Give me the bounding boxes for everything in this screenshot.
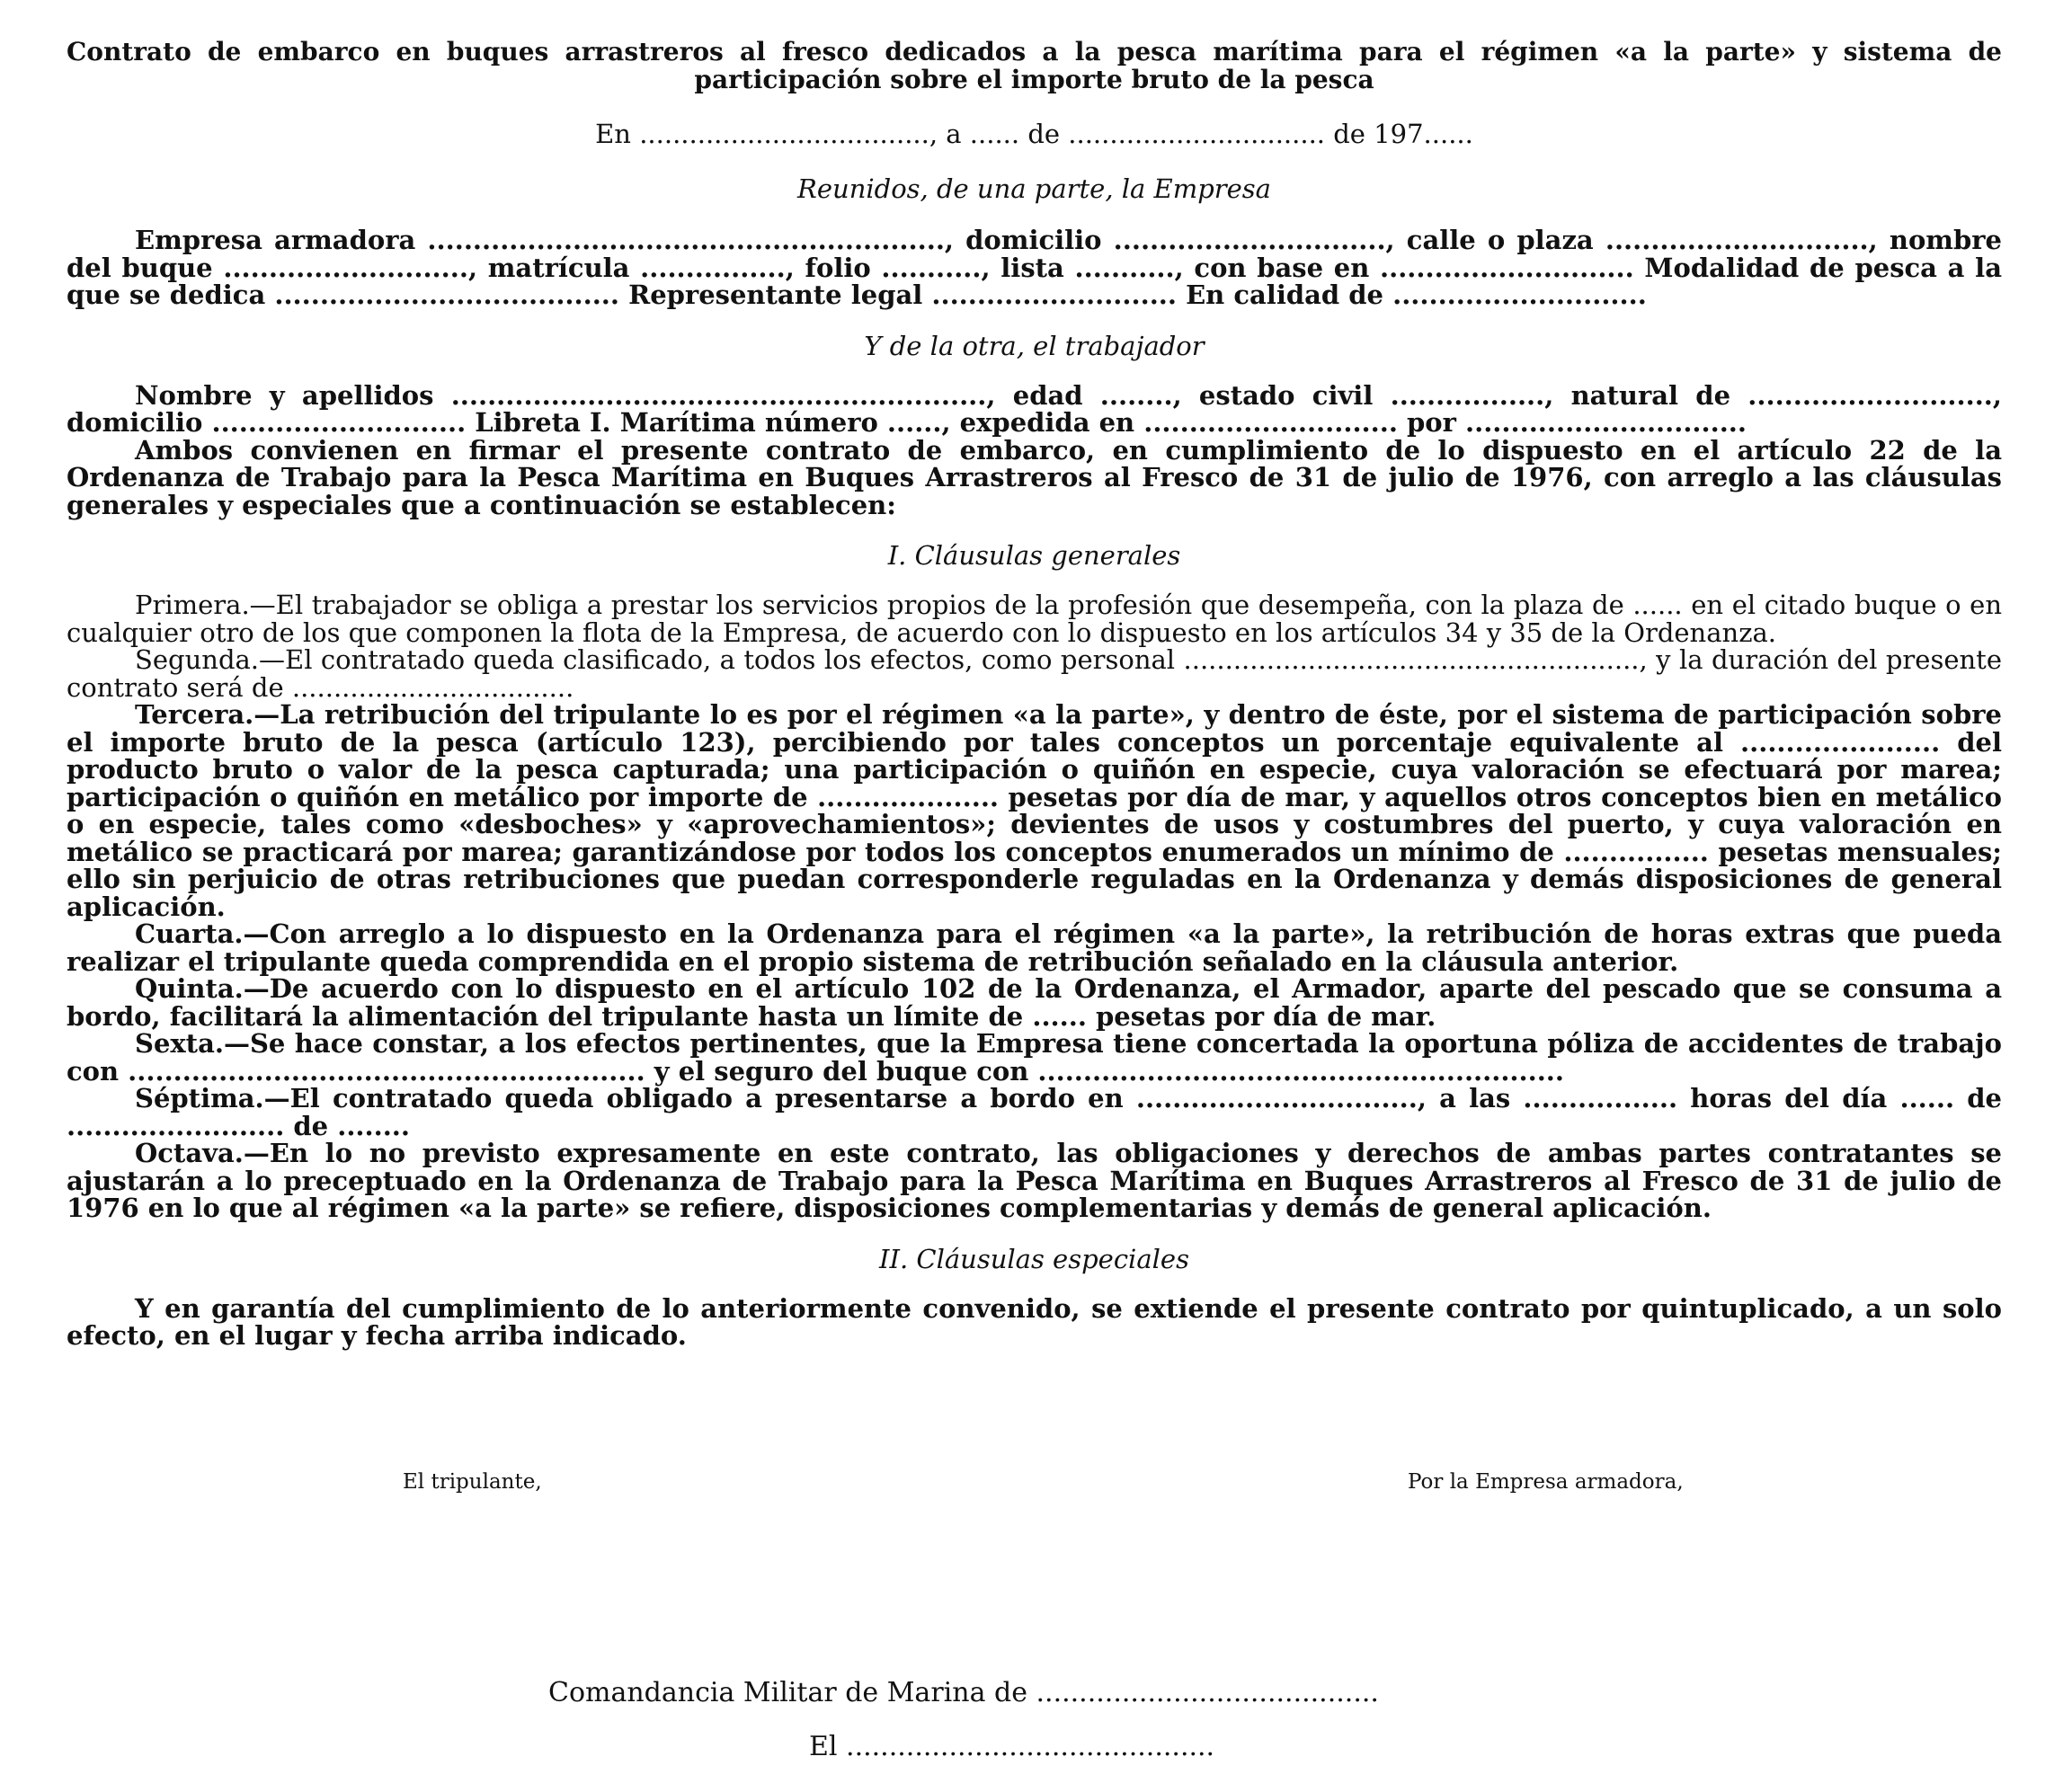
date-place-line: En ..................................., a ...... de ............................... de 197...... <box>595 119 1473 149</box>
footer-comandancia: Comandancia Militar de Marina de ........................................ <box>548 1677 1379 1708</box>
empresa-paragraph: Empresa armadora ........................................................., domicilio .............................., calle o plaza ............................., nombre del buque ..........................., matrícula ................, folio ..........., lista ..........., con base en ............................ Modalidad de pesca a la que se dedica ...................................... Representante legal ........................... En calidad de ............................ <box>67 225 2002 310</box>
clause-octava: Octava.—En lo no previsto expresamente en este contrato, las obligaciones y derechos de ambas partes contratantes se ajustarán a lo preceptuado en la Ordenanza de Trabajo para la Pesca Marítima en Buques Arrastreros al Fresco de 31 de julio de 1976 en lo que al régimen «a la parte» se refiere, disposiciones complementarias y demás de general aplicación. <box>67 1138 2002 1223</box>
heading-empresa: Reunidos, de una parte, la Empresa <box>797 173 1271 204</box>
clause-tercera: Tercera.—La retribución del tripulante lo es por el régimen «a la parte», y dentro de éste, por el sistema de participación sobre el importe bruto de la pesca (artículo 123), percibiendo por tales conceptos un porcentaje equivalente al ...................... del producto bruto o valor de la pesca capturada; una participación o quiñón en especie, cuya valoración se efectuará por marea; participación o quiñón en metálico por importe de .................... pesetas por día de mar, y aquellos otros conceptos bien en metálico o en especie, tales como «desboches» y «aprovechamientos»; devientes de usos y costumbres del puerto, y cuya valoración en metálico se practicará por marea; garantizándose por todos los conceptos enumerados un mínimo de ................ pesetas mensuales; ello sin perjuicio de otras retribuciones que puedan corresponderle reguladas en la Ordenanza y demás disposiciones de general aplicación. <box>67 699 2002 922</box>
heading-trabajador: Y de la otra, el trabajador <box>864 330 1205 361</box>
clause-segunda: Segunda.—El contratado queda clasificado, a todos los efectos, como personal ......................................................., y la duración del presente contrato será de .................................. <box>67 644 2002 703</box>
heading-clausulas-especiales: II. Cláusulas especiales <box>879 1243 1189 1274</box>
clause-septima: Séptima.—El contratado queda obligado a presentarse a bordo en ..............................., a las ................. horas del día ...... de ........................ de ........ <box>67 1083 2002 1141</box>
clause-cuarta: Cuarta.—Con arreglo a lo dispuesto en la Ordenanza para el régimen «a la parte», la retribución de horas extras que pueda realizar el tripulante queda comprendida en el propio sistema de retribución señalado en la cláusula anterior. <box>67 918 2002 977</box>
trabajador-paragraph: Nombre y apellidos ..........................................................., edad ........, estado civil ................., natural de ..........................., domicilio ............................ Libreta I. Marítima número ......, expedida en ............................ por ............................... <box>67 379 2002 438</box>
signature-tripulante: El tripulante, <box>403 1470 542 1494</box>
footer-el: El ........................................... <box>809 1731 1215 1762</box>
document-title: Contrato de embarco en buques arrastreros al fresco dedicados a la pesca marítima para el régimen «a la parte» y sistema de participación sobre el importe bruto de la pesca <box>67 37 2002 94</box>
closing-paragraph: Y en garantía del cumplimiento de lo anteriormente convenido, se extiende el presente contrato por quintuplicado, a un solo efecto, en el lugar y fecha arriba indicado. <box>67 1292 2002 1351</box>
ambos-paragraph: Ambos convienen en firmar el presente contrato de embarco, en cumplimiento de lo dispuesto en el artículo 22 de la Ordenanza de Trabajo para la Pesca Marítima en Buques Arrastreros al Fresco de 31 de julio de 1976, con arreglo a las cláusulas generales y especiales que a continuación se establecen: <box>67 434 2002 520</box>
heading-clausulas-generales: I. Cláusulas generales <box>887 540 1181 571</box>
clause-quinta: Quinta.—De acuerdo con lo dispuesto en el artículo 102 de la Ordenanza, el Armador, aparte del pescado que se consuma a bordo, facilitará la alimentación del tripulante hasta un límite de ...... pesetas por día de mar. <box>67 973 2002 1032</box>
clause-primera: Primera.—El trabajador se obliga a prestar los servicios propios de la profesión que desempeña, con la plaza de ...... en el citado buque o en cualquier otro de los que componen la flota de la Empresa, de acuerdo con lo dispuesto en los artículos 34 y 35 de la Ordenanza. <box>67 590 2002 648</box>
signature-empresa: Por la Empresa armadora, <box>1408 1470 1684 1494</box>
clause-sexta: Sexta.—Se hace constar, a los efectos pertinentes, que la Empresa tiene concertada la oportuna póliza de accidentes de trabajo con ......................................................... y el seguro del buque con .......................................................... <box>67 1028 2002 1087</box>
